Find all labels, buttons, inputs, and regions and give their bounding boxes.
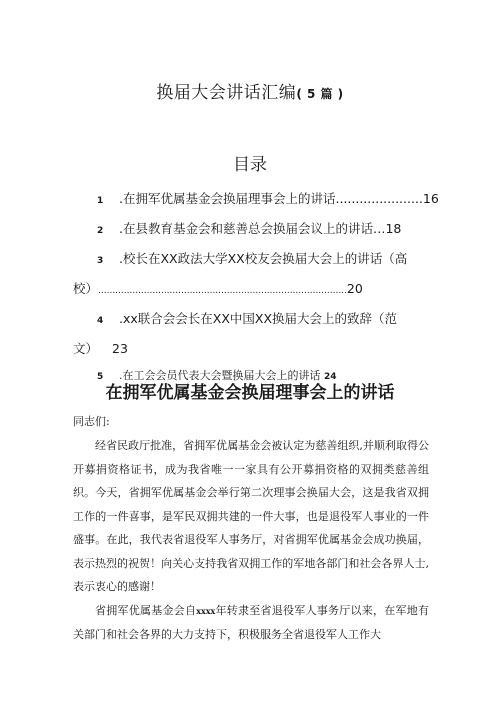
body-text <box>73 434 429 647</box>
toc-page: 18 <box>385 221 402 236</box>
toc-number: 1 <box>97 196 104 206</box>
paragraph-text: 省拥军优属基金会自 <box>95 603 197 617</box>
toc-item-2[interactable] <box>73 220 431 240</box>
toc-text-cont: 校） <box>73 281 99 296</box>
toc-number: 3 <box>97 256 104 266</box>
toc-list <box>73 190 439 386</box>
toc-text-cont: 文） <box>73 341 99 356</box>
title-count: ( 5 篇 ) <box>296 87 344 101</box>
paragraph: 经省民政厅批准，省拥军优属基金会被认定为慈善组织,并顺利取得公开募捐资格证书，成为我省唯一一家具有公开募捐资格的双拥类慈善组织。今天，省拥军优属基金会举行第二次理事会换届大会，这是我省双拥工作的一件喜事，是军民双拥共建的一件大事，也是退役军人事业的一件盛事。在此，我代表省退役军人事务厅，对省拥军优属基金会成功换届，表示热烈的祝贺！向关心支持我省双拥工作的军地各部门和社会各界人士,表示衷心的感谢！ <box>73 439 429 593</box>
toc-heading: 目录 <box>233 155 267 175</box>
toc-item-4[interactable] <box>73 310 431 330</box>
toc-number: 5 <box>97 372 104 382</box>
document-title <box>0 78 500 103</box>
toc-text: .在拥军优属基金会换届理事会上的讲话 <box>119 191 336 206</box>
section-title: 在拥军优属基金会换届理事会上的讲话 <box>105 383 395 403</box>
toc-item-3[interactable] <box>73 250 431 270</box>
toc-number: 2 <box>97 226 104 236</box>
paragraph-text: 年转隶至省退役军人事务厅以来，在军地有关部门和社会各界的大力支持下，积极服务全省退役军人工作大 <box>73 603 430 641</box>
toc-page: 16 <box>422 191 439 206</box>
title-text: 换届大会讲话汇编 <box>156 83 297 103</box>
toc-item-4-cont[interactable] <box>73 340 431 357</box>
toc-item-3-cont[interactable] <box>73 280 431 300</box>
toc-page: 23 <box>112 341 128 356</box>
toc-leader: ....................................................................................... <box>98 286 347 296</box>
toc-text: .校长在XX政法大学XX校友会换届大会上的讲话（高 <box>119 251 408 266</box>
toc-text: .在县教育基金会和慈善总会换届会议上的讲话 <box>119 221 373 236</box>
toc-text: .xx联合会会长在XX中国XX换届大会上的致辞（范 <box>119 311 398 326</box>
toc-text: .在工会会员代表大会暨换届大会上的讲话 <box>119 369 321 382</box>
salutation: 同志们: <box>73 415 110 428</box>
toc-page: 20 <box>346 281 363 296</box>
year-placeholder: xxxx <box>196 605 216 616</box>
toc-leader: ...................... <box>335 191 423 206</box>
toc-leader: … <box>372 221 386 236</box>
toc-number: 4 <box>97 316 104 326</box>
toc-item-1[interactable] <box>73 190 439 210</box>
paragraph <box>73 599 429 647</box>
toc-page: 24 <box>324 372 337 382</box>
